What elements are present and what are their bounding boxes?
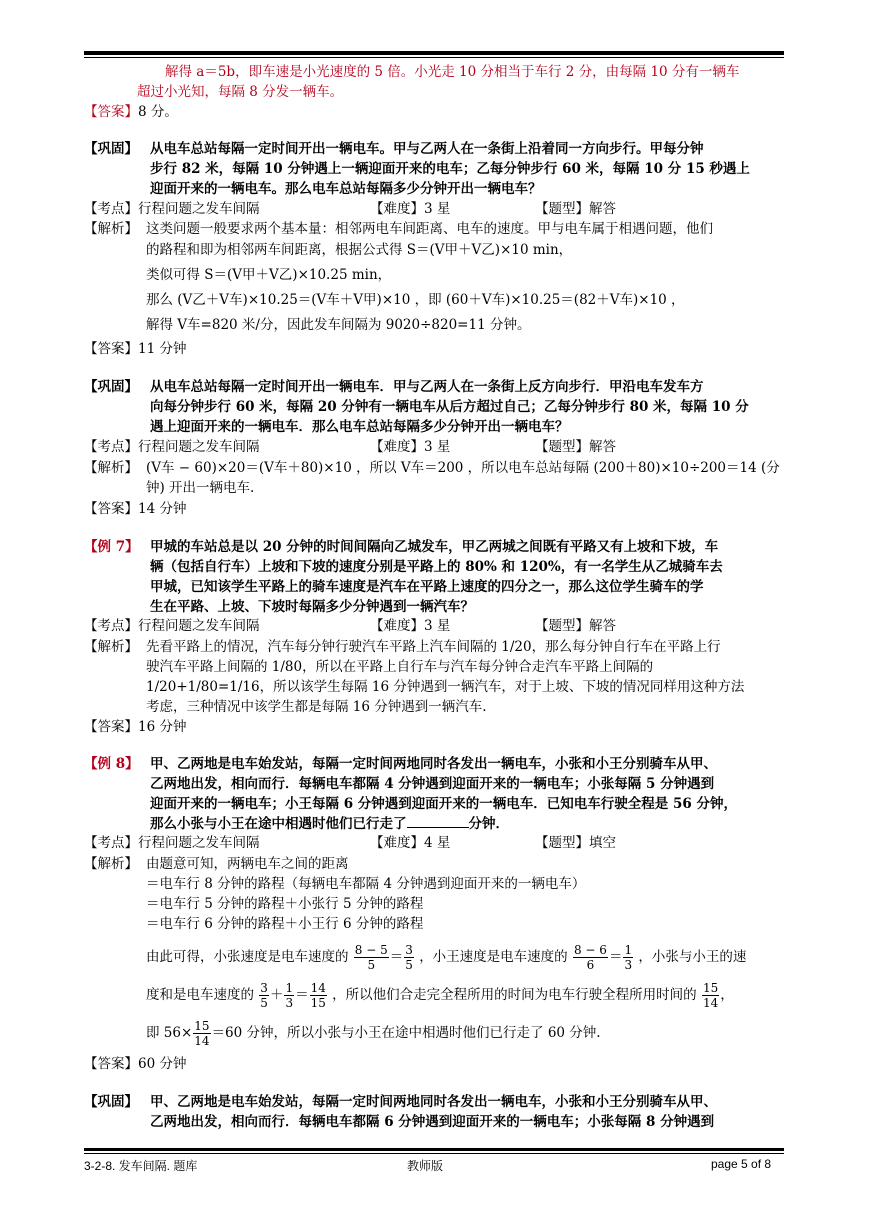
answer-tag: 【答案】 <box>84 1056 138 1072</box>
equals-sign: ＝ <box>608 949 623 965</box>
fraction <box>354 943 389 972</box>
answer-text: 14 分钟 <box>138 501 187 517</box>
denominator: 6 <box>586 958 595 972</box>
footer-center: 教师版 <box>407 1159 444 1173</box>
question-line: 甲、乙两地是电车始发站，每隔一定时间两地同时各发出一辆电车，小张和小王分别骑车从甲、 <box>150 1094 717 1110</box>
question-line: 向每分钟步行 60 米，每隔 20 分钟有一辆电车从后方超过自己；乙每分钟步行 80 米，每隔 10 分 <box>150 399 749 415</box>
answer-tag: 【答案】 <box>84 341 138 357</box>
meta-type <box>535 616 616 636</box>
answer-text: 60 分钟 <box>138 1056 187 1072</box>
nandu: 3 星 <box>424 439 451 455</box>
denominator: 5 <box>260 996 268 1010</box>
analysis-tag: 【解析】 <box>84 856 138 872</box>
answer-text: 11 分钟 <box>138 341 187 357</box>
footer-page: page 5 of 8 <box>711 1157 772 1171</box>
fraction <box>404 943 414 972</box>
meta-difficulty <box>370 616 450 636</box>
kaodian: 行程问题之发车间隔 <box>138 439 260 455</box>
analysis-text: ，所以他们合走完全程所用的时间为电车行驶全程所用时间的 <box>332 987 697 1003</box>
meta-row <box>84 437 260 457</box>
analysis-line: 驶汽车平路上间隔的 1/80，所以在平路上自行车与汽车每分钟合走汽车平路上间隔的 <box>146 659 654 675</box>
denominator: 14 <box>194 1034 210 1048</box>
answer-row <box>84 717 186 737</box>
intro-answer <box>84 102 178 122</box>
question-line: 迎面开来的一辆电车；小王每隔 6 分钟遇到迎面开来的一辆电车．已知电车行驶全程是 56 分钟， <box>150 796 737 812</box>
analysis-text: 由此可得，小张速度是电车速度的 <box>146 949 349 965</box>
question-line: 乙两地出发，相向而行．每辆电车都隔 4 分钟遇到迎面开来的一辆电车；小张每隔 5 分钟遇到 <box>150 776 715 792</box>
tixing: 解答 <box>589 201 616 217</box>
answer-row <box>84 499 186 519</box>
tixing: 解答 <box>589 618 616 634</box>
analysis-tag: 【解析】 <box>84 221 138 237</box>
fraction <box>702 981 719 1010</box>
analysis-text: 即 56× <box>146 1025 193 1041</box>
meta-difficulty <box>370 199 450 219</box>
footer-left: 3-2-8. 发车间隔. 题库 <box>84 1159 198 1173</box>
nandu-tag: 【难度】 <box>370 618 424 634</box>
example-tag: 【例 8】 <box>84 756 139 772</box>
analysis-line: 那么 (V乙＋V车)×10.25＝(V车＋V甲)×10 ，即 (60＋V车)×10.25＝(82＋V车)×10 ， <box>146 292 685 308</box>
question-line: 迎面开来的一辆电车。那么电车总站每隔多少分钟开出一辆电车？ <box>150 181 542 197</box>
example-tag: 【例 7】 <box>84 539 139 555</box>
question-text: 分钟． <box>468 816 509 832</box>
kaodian: 行程问题之发车间隔 <box>138 618 260 634</box>
question-line: 遇上迎面开来的一辆电车．那么电车总站每隔多少分钟开出一辆电车？ <box>150 419 569 435</box>
header-rule-thin <box>84 57 784 58</box>
analysis-line-fraction <box>146 940 746 974</box>
equals-sign: ＝ <box>389 949 404 965</box>
nandu-tag: 【难度】 <box>370 835 424 851</box>
fraction <box>284 981 294 1010</box>
question-line <box>150 814 509 834</box>
answer-tag: 【答案】 <box>84 719 138 735</box>
question-line: 从电车总站每隔一定时间开出一辆电车．甲与乙两人在一条街上反方向步行．甲沿电车发车方 <box>150 379 704 395</box>
analysis-text: ， <box>720 987 734 1003</box>
analysis-tag: 【解析】 <box>84 639 138 655</box>
tixing-tag: 【题型】 <box>535 835 589 851</box>
meta-type <box>535 199 616 219</box>
answer-tag: 【答案】 <box>84 104 138 120</box>
numerator: 1 <box>285 981 294 995</box>
analysis-line-fraction <box>146 978 734 1012</box>
denominator: 3 <box>624 958 633 972</box>
tixing: 解答 <box>589 439 616 455</box>
fraction <box>259 981 269 1010</box>
denominator: 3 <box>285 996 294 1010</box>
answer-text: 8 分。 <box>138 104 178 120</box>
question-line: 乙两地出发，相向而行．每辆电车都隔 6 分钟遇到迎面开来的一辆电车；小张每隔 8 分钟遇到 <box>150 1114 715 1130</box>
tixing-tag: 【题型】 <box>535 439 589 455</box>
denominator: 15 <box>310 996 326 1010</box>
numerator: 15 <box>194 1019 210 1033</box>
fraction <box>573 943 608 972</box>
analysis-line-fraction <box>146 1016 601 1050</box>
denominator: 5 <box>405 958 413 972</box>
meta-difficulty <box>370 833 450 853</box>
analysis-text: 度和是电车速度的 <box>146 987 254 1003</box>
question-line: 生在平路、上坡、下坡时每隔多少分钟遇到一辆汽车？ <box>150 599 474 615</box>
kaodian-tag: 【考点】 <box>84 201 138 217</box>
problem-tag: 【巩固】 <box>84 141 138 157</box>
answer-row <box>84 1054 186 1074</box>
nandu: 3 星 <box>424 618 451 634</box>
analysis-line: ＝电车行 5 分钟的路程＋小张行 5 分钟的路程 <box>146 896 424 912</box>
meta-row <box>84 616 260 636</box>
analysis-line: (V车 − 60)×20＝(V车＋80)×10 ，所以 V车＝200 ，所以电车总站每隔 (200＋80)×10÷200＝14 (分 <box>146 460 780 476</box>
problem-tag: 【巩固】 <box>84 1094 138 1110</box>
fraction <box>310 981 327 1010</box>
question-line: 辆（包括自行车）上坡和下坡的速度分别是平路上的 80% 和 120%，有一名学生从乙城骑车去 <box>150 559 723 575</box>
analysis-line: 这类问题一般要求两个基本量：相邻两电车间距离、电车的速度。甲与电车属于相遇问题，他们 <box>146 221 713 237</box>
intro-line-1: 解得 a＝5b，即车速是小光速度的 5 倍。小光走 10 分相当于车行 2 分，由每隔 10 分有一辆车 <box>165 64 740 80</box>
fraction <box>623 943 633 972</box>
nandu-tag: 【难度】 <box>370 439 424 455</box>
kaodian-tag: 【考点】 <box>84 439 138 455</box>
question-line: 甲城，已知该学生平路上的骑车速度是汽车在平路上速度的四分之一，那么这位学生骑车的学 <box>150 579 704 595</box>
meta-type <box>535 437 616 457</box>
analysis-text: ，小张与小王的速 <box>638 949 747 965</box>
meta-row <box>84 833 260 853</box>
meta-type <box>535 833 616 853</box>
analysis-text: ，小王速度是电车速度的 <box>419 949 568 965</box>
fraction <box>193 1019 210 1048</box>
numerator: 3 <box>405 943 413 957</box>
nandu-tag: 【难度】 <box>370 201 424 217</box>
analysis-text: ＝60 分钟，所以小张与小王在途中相遇时他们已行走了 60 分钟. <box>211 1025 601 1041</box>
numerator: 3 <box>260 981 268 995</box>
analysis-line: 先看平路上的情况，汽车每分钟行驶汽车平路上汽车间隔的 1/20，那么每分钟自行车在平路上行 <box>146 639 721 655</box>
meta-row <box>84 199 260 219</box>
nandu: 4 星 <box>424 835 451 851</box>
analysis-line: 考虑，三种情况中该学生都是每隔 16 分钟遇到一辆汽车. <box>146 699 487 715</box>
numerator: 15 <box>702 981 719 995</box>
analysis-tag: 【解析】 <box>84 460 138 476</box>
numerator: 14 <box>310 981 326 995</box>
answer-text: 16 分钟 <box>138 719 187 735</box>
problem-tag: 【巩固】 <box>84 379 138 395</box>
plus-sign: ＋ <box>269 987 284 1003</box>
denominator: 14 <box>702 996 719 1010</box>
question-line: 甲城的车站总是以 20 分钟的时间间隔向乙城发车，甲乙两城之间既有平路又有上坡和下坡，车 <box>150 539 719 555</box>
question-line: 从电车总站每隔一定时间开出一辆电车。甲与乙两人在一条街上沿着同一方向步行。甲每分钟 <box>150 141 704 157</box>
analysis-line: 由题意可知，两辆电车之间的距离 <box>146 856 349 872</box>
numerator: 8 − 5 <box>354 943 388 957</box>
footer-rule-thin <box>84 1153 784 1154</box>
nandu: 3 星 <box>424 201 451 217</box>
answer-tag: 【答案】 <box>84 501 138 517</box>
question-line: 甲、乙两地是电车始发站，每隔一定时间两地同时各发出一辆电车，小张和小王分别骑车从甲、 <box>150 756 717 772</box>
analysis-line: ＝电车行 8 分钟的路程（每辆电车都隔 4 分钟遇到迎面开来的一辆电车） <box>146 876 586 892</box>
analysis-line: 的路程和即为相邻两车间距离，根据公式得 S＝(V甲＋V乙)×10 min， <box>146 242 573 258</box>
answer-blank <box>407 815 469 828</box>
analysis-line: ＝电车行 6 分钟的路程＋小王行 6 分钟的路程 <box>146 916 424 932</box>
tixing-tag: 【题型】 <box>535 618 589 634</box>
denominator: 5 <box>367 958 376 972</box>
analysis-line: 类似可得 S＝(V甲＋V乙)×10.25 min， <box>146 267 392 283</box>
question-line: 步行 82 米，每隔 10 分钟遇上一辆迎面开来的电车；乙每分钟步行 60 米，每隔 10 分 15 秒遇上 <box>150 161 750 177</box>
question-text: 那么小张与小王在途中相遇时他们已行走了 <box>150 816 407 832</box>
equals-sign: ＝ <box>295 987 309 1003</box>
header-rule <box>84 51 784 55</box>
analysis-line: 钟) 开出一辆电车. <box>146 480 255 496</box>
kaodian-tag: 【考点】 <box>84 618 138 634</box>
meta-difficulty <box>370 437 450 457</box>
kaodian-tag: 【考点】 <box>84 835 138 851</box>
footer-rule <box>84 1148 784 1151</box>
numerator: 1 <box>624 943 633 957</box>
analysis-line: 解得 V车=820 米/分，因此发车间隔为 9020÷820=11 分钟。 <box>146 317 531 333</box>
tixing: 填空 <box>589 835 616 851</box>
analysis-line: 1/20+1/80=1/16，所以该学生每隔 16 分钟遇到一辆汽车，对于上坡、下坡的情况同样用这种方法 <box>146 679 745 695</box>
kaodian: 行程问题之发车间隔 <box>138 835 260 851</box>
numerator: 8 − 6 <box>573 943 607 957</box>
tixing-tag: 【题型】 <box>535 201 589 217</box>
kaodian: 行程问题之发车间隔 <box>138 201 260 217</box>
answer-row <box>84 339 186 359</box>
intro-line-2: 超过小光知，每隔 8 分发一辆车。 <box>137 84 344 100</box>
